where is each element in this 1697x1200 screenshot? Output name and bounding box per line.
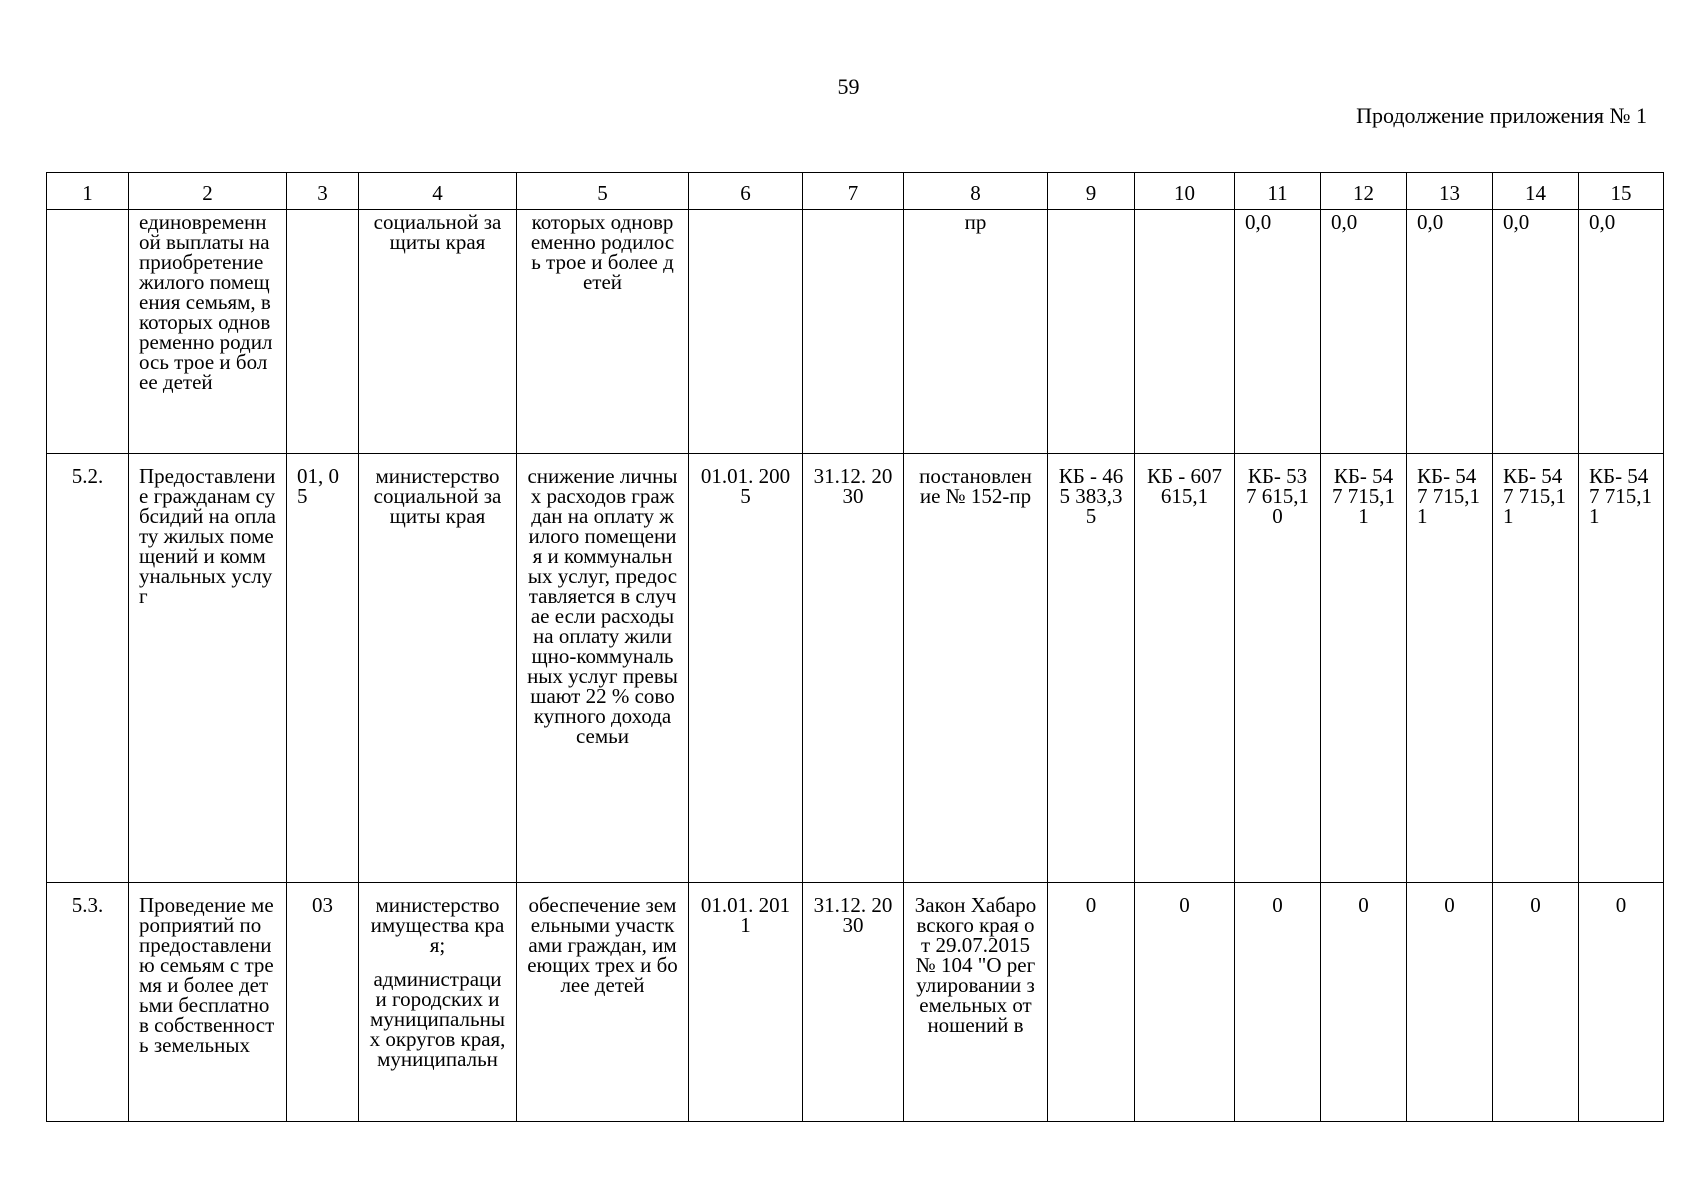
column-number: 8 (904, 173, 1048, 210)
column-number: 12 (1321, 173, 1407, 210)
cell-item-number: 5.2. (47, 454, 129, 883)
cell-amount: 0 (1135, 883, 1235, 1122)
page-number: 59 (837, 74, 860, 99)
cell-amount: КБ - 465 383,35 (1048, 454, 1135, 883)
column-number: 9 (1048, 173, 1135, 210)
cell-amount: 0 (1235, 883, 1321, 1122)
cell-executor (359, 883, 517, 1122)
table-row (47, 454, 1664, 883)
executor-secondary: администрации городских и муниципальных округов края, муниципальн (369, 967, 506, 1071)
cell-amount: 0,0 (1407, 210, 1493, 454)
cell-amount: КБ- 537 615,10 (1235, 454, 1321, 883)
column-number: 11 (1235, 173, 1321, 210)
cell-end-date: 31.12. 2030 (803, 454, 904, 883)
cell-legal-basis: постановление № 152-пр (904, 454, 1048, 883)
cell-amount: КБ- 547 715,11 (1321, 454, 1407, 883)
column-number: 1 (47, 173, 129, 210)
program-table (46, 172, 1664, 1122)
cell-code: 01, 05 (287, 454, 359, 883)
cell-measure-name: Предоставление гражданам субсидий на оплату жилых помещений и коммунальных услуг (129, 454, 287, 883)
cell-measure-name: Проведение мероприятий по предоставлению семьям с тремя и более детьми бесплатно в собственность земельных (129, 883, 287, 1122)
cell-amount: 0 (1493, 883, 1579, 1122)
cell-executor: министерство социальной защиты края (359, 454, 517, 883)
cell-code: 03 (287, 883, 359, 1122)
column-number: 2 (129, 173, 287, 210)
column-number: 10 (1135, 173, 1235, 210)
column-number: 15 (1579, 173, 1664, 210)
column-number-row (47, 173, 1664, 210)
cell-amount: 0 (1321, 883, 1407, 1122)
appendix-note: Продолжение приложения № 1 (1356, 103, 1647, 128)
cell-end-date: 31.12. 2030 (803, 883, 904, 1122)
cell-amount: КБ- 547 715,11 (1407, 454, 1493, 883)
cell-legal-basis: пр (904, 210, 1048, 454)
cell-description: снижение личных расходов граждан на оплату жилого помещения и коммунальных услуг, предоставляется в случае если расходы на оплату жилищно-коммунальных услуг превышают 22 % совокупного дохода семьи (517, 454, 689, 883)
column-number: 14 (1493, 173, 1579, 210)
column-number: 7 (803, 173, 904, 210)
cell-amount: КБ - 607 615,1 (1135, 454, 1235, 883)
cell-code (287, 210, 359, 454)
cell-legal-basis: Закон Хабаровского края от 29.07.2015 № 104 "О регулировании земельных отношений в (904, 883, 1048, 1122)
column-number: 5 (517, 173, 689, 210)
column-number: 3 (287, 173, 359, 210)
cell-amount: 0,0 (1493, 210, 1579, 454)
cell-amount: КБ- 547 715,11 (1493, 454, 1579, 883)
cell-measure-name: единовременной выплаты на приобретение жилого помещения семьям, в которых одновременно родилось трое и более детей (129, 210, 287, 454)
cell-amount (1048, 210, 1135, 454)
cell-amount: 0 (1407, 883, 1493, 1122)
column-number: 4 (359, 173, 517, 210)
cell-start-date: 01.01. 2011 (689, 883, 803, 1122)
cell-amount: 0,0 (1321, 210, 1407, 454)
cell-start-date: 01.01. 2005 (689, 454, 803, 883)
cell-description: которых одновременно родилось трое и более детей (517, 210, 689, 454)
executor-primary: министерство имущества края; (370, 893, 505, 957)
cell-item-number (47, 210, 129, 454)
cell-end-date (803, 210, 904, 454)
cell-amount: 0 (1048, 883, 1135, 1122)
cell-amount (1135, 210, 1235, 454)
cell-amount: 0,0 (1579, 210, 1664, 454)
column-number: 13 (1407, 173, 1493, 210)
cell-start-date (689, 210, 803, 454)
cell-item-number: 5.3. (47, 883, 129, 1122)
cell-description: обеспечение земельными участками граждан, имеющих трех и более детей (517, 883, 689, 1122)
column-number: 6 (689, 173, 803, 210)
cell-amount: 0,0 (1235, 210, 1321, 454)
cell-executor: социальной защиты края (359, 210, 517, 454)
table-row (47, 883, 1664, 1122)
cell-amount: 0 (1579, 883, 1664, 1122)
cell-amount: КБ- 547 715,11 (1579, 454, 1664, 883)
table-row (47, 210, 1664, 454)
